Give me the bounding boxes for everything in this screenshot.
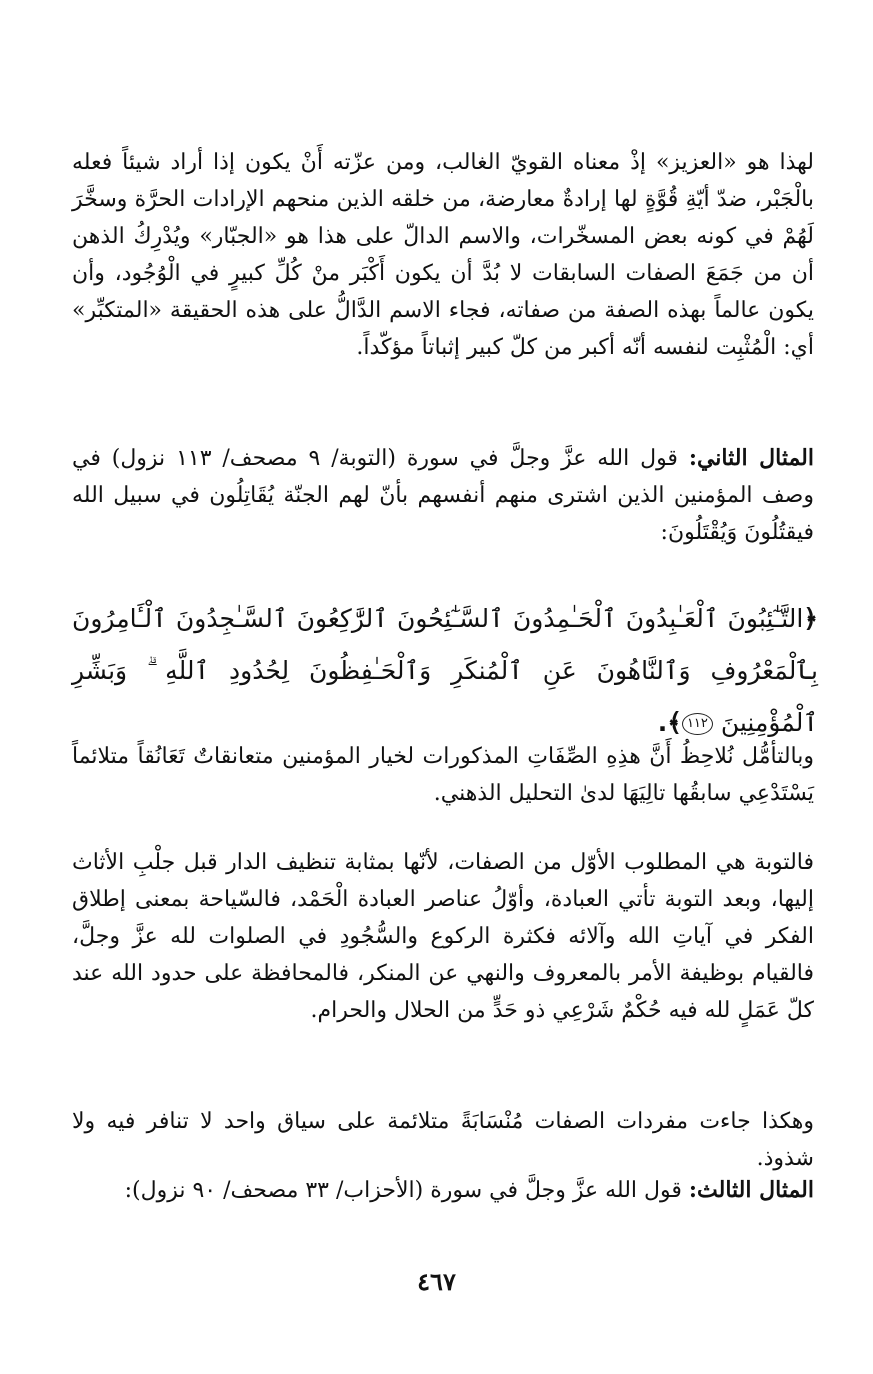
ayah-number-mark: ١١٢ <box>682 713 713 735</box>
paragraph-example-two <box>72 440 814 551</box>
example-two-text: قول الله عزَّ وجلَّ في سورة (التوبة/ ٩ مصحف/ ١١٣ نزول) في وصف المؤمنين الذين اشترى منهم أنفسهم بأنّ لهم الجنّة يُقَاتِلُون في سبيل الله فيقتُلُونَ وَيُقْتَلُونَ: <box>72 446 814 545</box>
quran-close-bracket: ﴾. <box>657 708 682 737</box>
example-three-text: قول الله عزَّ وجلَّ في سورة (الأحزاب/ ٣٣ مصحف/ ٩٠ نزول): <box>124 1178 682 1203</box>
paragraph-aziz-jabbar: لهذا هو «العزيز» إذْ معناه القويّ الغالب، ومن عزّته أَنْ يكون إذا أراد شيئاً فعله بالْجَبْر، ضدّ أيّةِ قُوَّةٍ لها إرادةٌ معارضة، من خلقه الذين منحهم الإرادات الحرَّة وسخَّرَ لَهُمْ في كونه بعض المسخّرات، والاسم الدالّ على هذا هو «الجبّار» ويُدْرِكُ الذهن أن من جَمَعَ الصفات السابقات لا بُدَّ أن يكون أَكْبَر منْ كُلِّ كبيرٍ في الْوُجُود، وأن يكون عالماً بهذه الصفة من صفاته، فجاء الاسم الدَّالُّ على هذه الحقيقة «المتكبِّر» أي: الْمُثْبِت لنفسه أنّه أكبر من كلّ كبير إثباتاً مؤكّداً. <box>72 150 814 360</box>
example-two-label: المثال الثاني: <box>688 445 814 471</box>
paragraph-reflection: وبالتأمُّل نُلاحِظُ أَنَّ هذِهِ الصِّفَاتِ المذكورات لخيار المؤمنين متعانقاتٌ تَعَانُقاً متلائماً يَسْتَدْعِي سابقُها تالِيَهَا لدىٰ التحليل الذهني. <box>72 744 814 806</box>
quran-verse <box>72 593 818 749</box>
quran-open-bracket: ﴿ <box>803 604 818 633</box>
page-number: ٤٦٧ <box>417 1267 456 1296</box>
paragraph-conclusion: وهكذا جاءت مفردات الصفات مُنْسَابَةً متلائمة على سياق واحد لا تنافر فيه ولا شذوذ. <box>72 1109 814 1171</box>
example-three-label: المثال الثالث: <box>688 1177 814 1203</box>
quran-verse-text: التَّـٰٓئِبُونَ ٱلْعَـٰبِدُونَ ٱلْحَـٰمِدُونَ ٱلسَّـٰٓئِحُونَ ٱلرَّٰكِعُونَ ٱلسَّـٰجِدُونَ ٱلْـَٔامِرُونَ بِٱلْمَعْرُوفِ وَٱلنَّاهُونَ عَنِ ٱلْمُنكَرِ وَٱلْحَـٰفِظُونَ لِحُدُودِ ٱللَّهِ ۗ وَبَشِّرِ ٱلْمُؤْمِنِينَ <box>72 604 818 737</box>
paragraph-tawba-order: فالتوبة هي المطلوب الأوّل من الصفات، لأنّها بمثابة تنظيف الدار قبل جلْبِ الأثاث إليها، وبعد التوبة تأتي العبادة، وأوّلُ عناصر العبادة الْحَمْد، فالسّياحة بمعنى إطلاق الفكر في آياتِ الله وآلائه فكثرة الركوع والسُّجُودِ في الصلوات لله عزَّ وجلَّ، فالقيام بوظيفة الأمر بالمعروف والنهي عن المنكر، فالمحافظة على حدود الله عند كلّ عَمَلٍ لله فيه حُكْمٌ شَرْعِي ذو حَدٍّ من الحلال والحرام. <box>72 850 814 1023</box>
paragraph-example-three <box>72 1172 814 1209</box>
